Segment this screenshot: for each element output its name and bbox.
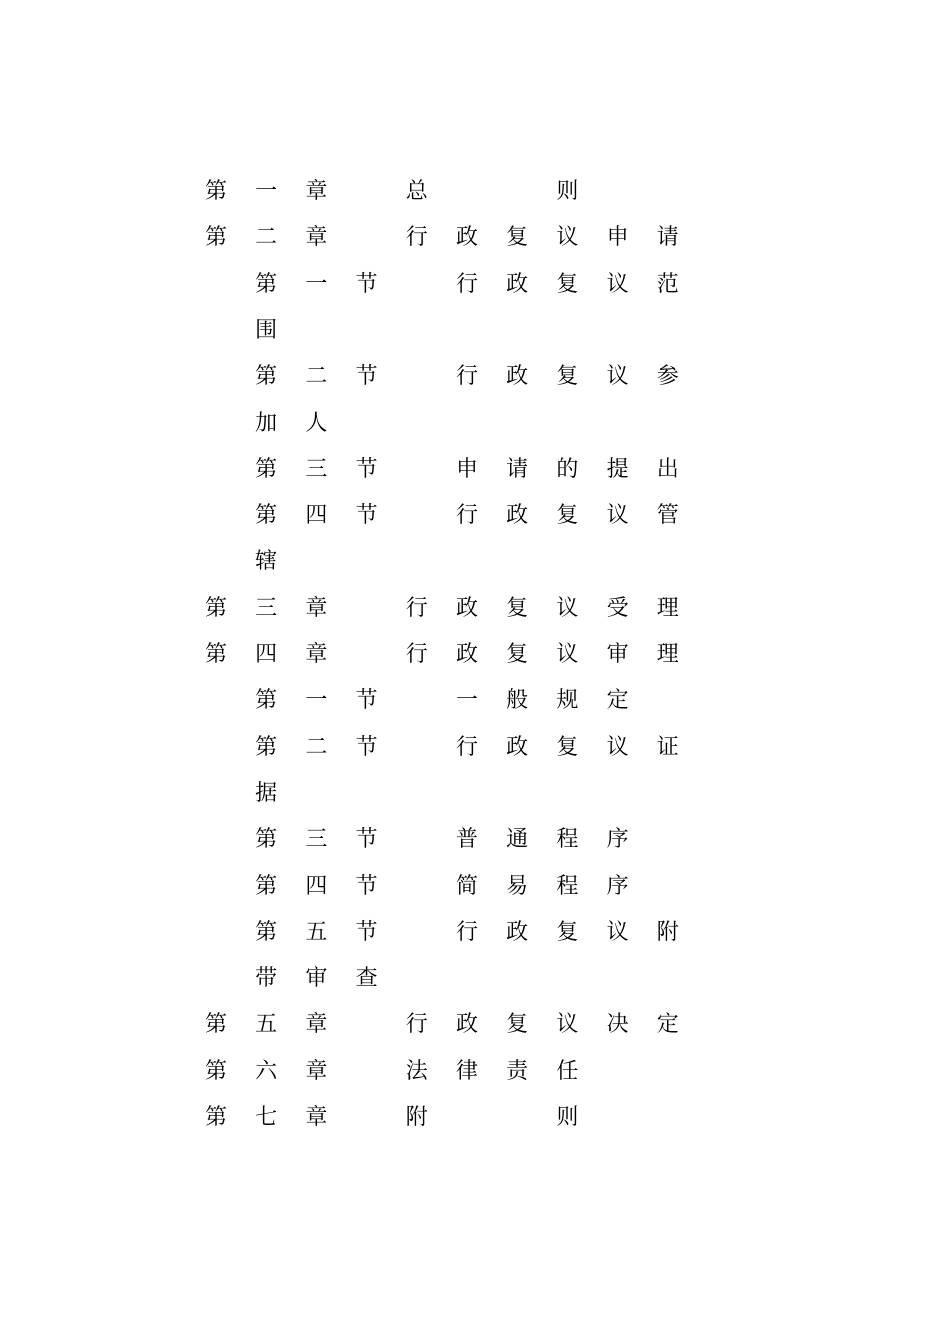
toc-character: 节: [355, 456, 378, 482]
toc-character: 节: [355, 873, 378, 899]
toc-character: 议: [606, 271, 629, 297]
toc-line-section: [0, 270, 950, 316]
toc-character: 议: [606, 919, 629, 945]
toc-character: 第: [255, 271, 278, 297]
toc-character: 第: [204, 1012, 227, 1038]
toc-character: 规: [556, 688, 579, 714]
toc-character: 政: [455, 595, 478, 621]
toc-character: 范: [656, 271, 679, 297]
toc-character: 复: [506, 642, 529, 667]
toc-character: 第: [255, 688, 278, 714]
toc-character: 理: [656, 642, 679, 667]
toc-character: 四: [305, 503, 328, 529]
toc-line-chapter: [0, 223, 950, 269]
toc-character: 第: [255, 827, 278, 853]
toc-character: 节: [355, 271, 378, 297]
toc-character: 据: [255, 780, 278, 806]
toc-character: 则: [556, 179, 579, 204]
toc-character: 请: [656, 225, 679, 251]
toc-character: 二: [305, 734, 328, 760]
toc-character: 复: [506, 1012, 529, 1038]
toc-character: 序: [606, 873, 629, 899]
toc-character: 第: [255, 503, 278, 529]
toc-character: 提: [606, 456, 629, 482]
toc-character: 议: [556, 225, 579, 251]
toc-line-section: [0, 825, 950, 871]
toc-line-section: [0, 872, 950, 918]
toc-character: 一: [255, 179, 278, 204]
toc-character: 二: [255, 225, 278, 251]
toc-character: 带: [255, 966, 278, 992]
toc-character: 政: [506, 271, 529, 297]
toc-character: 审: [305, 966, 328, 992]
toc-line-continuation: [0, 409, 950, 455]
toc-line-chapter: [0, 177, 950, 223]
toc-character: 节: [355, 827, 378, 853]
toc-character: 决: [606, 1012, 629, 1038]
toc-character: 查: [355, 966, 378, 992]
toc-character: 行: [455, 919, 478, 945]
toc-line-section: [0, 918, 950, 964]
toc-line-chapter: [0, 594, 950, 640]
toc-character: 第: [255, 364, 278, 390]
toc-character: 复: [556, 364, 579, 390]
toc-character: 一: [305, 688, 328, 714]
toc-character: 行: [405, 595, 428, 621]
toc-character: 章: [305, 1058, 328, 1084]
toc-character: 简: [455, 873, 478, 899]
toc-character: 七: [255, 1105, 278, 1130]
toc-character: 加: [255, 410, 278, 436]
toc-character: 议: [606, 364, 629, 390]
toc-character: 五: [255, 1012, 278, 1038]
toc-character: 三: [305, 456, 328, 482]
toc-character: 申: [606, 225, 629, 251]
toc-character: 四: [305, 873, 328, 899]
toc-character: 政: [506, 364, 529, 390]
toc-character: 行: [405, 225, 428, 251]
toc-character: 章: [305, 1012, 328, 1038]
toc-character: 人: [305, 410, 328, 436]
toc-character: 行: [455, 503, 478, 529]
toc-character: 行: [405, 642, 428, 667]
toc-line-chapter: [0, 1057, 950, 1103]
toc-line-continuation: [0, 547, 950, 593]
toc-line-section: [0, 362, 950, 408]
toc-character: 节: [355, 688, 378, 714]
toc-character: 复: [556, 503, 579, 529]
toc-character: 二: [305, 364, 328, 390]
toc-character: 节: [355, 734, 378, 760]
toc-character: 复: [506, 225, 529, 251]
toc-character: 议: [556, 1012, 579, 1038]
toc-character: 议: [556, 642, 579, 667]
toc-character: 定: [606, 688, 629, 714]
toc-character: 章: [305, 225, 328, 251]
toc-character: 一: [305, 271, 328, 297]
toc-character: 般: [506, 688, 529, 714]
toc-character: 第: [255, 456, 278, 482]
toc-character: 请: [506, 456, 529, 482]
toc-character: 围: [255, 317, 278, 343]
toc-character: 律: [455, 1058, 478, 1084]
toc-line-continuation: [0, 964, 950, 1010]
toc-character: 复: [556, 919, 579, 945]
toc-line-chapter: [0, 1010, 950, 1056]
toc-character: 议: [606, 503, 629, 529]
toc-character: 证: [656, 734, 679, 760]
toc-character: 复: [556, 271, 579, 297]
toc-character: 行: [455, 271, 478, 297]
toc-character: 政: [455, 642, 478, 667]
toc-character: 理: [656, 595, 679, 621]
toc-character: 任: [556, 1058, 579, 1084]
toc-character: 复: [506, 595, 529, 621]
toc-character: 议: [556, 595, 579, 621]
toc-line-chapter: [0, 640, 950, 686]
toc-character: 责: [506, 1058, 529, 1084]
toc-character: 复: [556, 734, 579, 760]
toc-character: 节: [355, 364, 378, 390]
toc-character: 总: [405, 179, 428, 204]
toc-character: 定: [656, 1012, 679, 1038]
toc-character: 的: [556, 456, 579, 482]
toc-character: 第: [204, 642, 227, 667]
toc-character: 附: [656, 919, 679, 945]
toc-line-section: [0, 455, 950, 501]
toc-character: 第: [255, 734, 278, 760]
toc-character: 行: [455, 364, 478, 390]
toc-character: 三: [305, 827, 328, 853]
toc-character: 章: [305, 179, 328, 204]
toc-character: 章: [305, 642, 328, 667]
toc-line-section: [0, 686, 950, 732]
toc-character: 节: [355, 503, 378, 529]
toc-line-continuation: [0, 779, 950, 825]
toc-character: 政: [455, 225, 478, 251]
toc-character: 通: [506, 827, 529, 853]
toc-character: 则: [556, 1105, 579, 1130]
toc-character: 第: [255, 919, 278, 945]
toc-line-section: [0, 501, 950, 547]
toc-line-chapter: [0, 1103, 950, 1149]
toc-character: 审: [606, 642, 629, 667]
toc-character: 三: [255, 595, 278, 621]
toc-character: 参: [656, 364, 679, 390]
toc-character: 政: [455, 1012, 478, 1038]
toc-character: 法: [405, 1058, 428, 1084]
toc-character: 出: [656, 456, 679, 482]
toc-character: 六: [255, 1058, 278, 1084]
toc-character: 辖: [255, 549, 278, 575]
toc-character: 申: [455, 456, 478, 482]
toc-line-section: [0, 733, 950, 779]
toc-character: 受: [606, 595, 629, 621]
toc-character: 议: [606, 734, 629, 760]
toc-character: 章: [305, 595, 328, 621]
toc-character: 一: [455, 688, 478, 714]
toc-character: 政: [506, 503, 529, 529]
toc-character: 节: [355, 919, 378, 945]
toc-character: 四: [255, 642, 278, 667]
toc-character: 序: [606, 827, 629, 853]
toc-character: 第: [204, 179, 227, 204]
toc-character: 行: [455, 734, 478, 760]
toc-line-continuation: [0, 316, 950, 362]
toc-character: 第: [204, 1058, 227, 1084]
toc-character: 普: [455, 827, 478, 853]
toc-character: 管: [656, 503, 679, 529]
toc-character: 政: [506, 919, 529, 945]
toc-character: 第: [204, 225, 227, 251]
toc-character: 第: [204, 595, 227, 621]
toc-character: 五: [305, 919, 328, 945]
toc-character: 程: [556, 827, 579, 853]
toc-character: 程: [556, 873, 579, 899]
toc-character: 行: [405, 1012, 428, 1038]
toc-character: 章: [305, 1105, 328, 1130]
toc-character: 政: [506, 734, 529, 760]
toc-character: 易: [506, 873, 529, 899]
toc-character: 第: [204, 1105, 227, 1130]
toc-character: 附: [405, 1105, 428, 1130]
toc-character: 第: [255, 873, 278, 899]
